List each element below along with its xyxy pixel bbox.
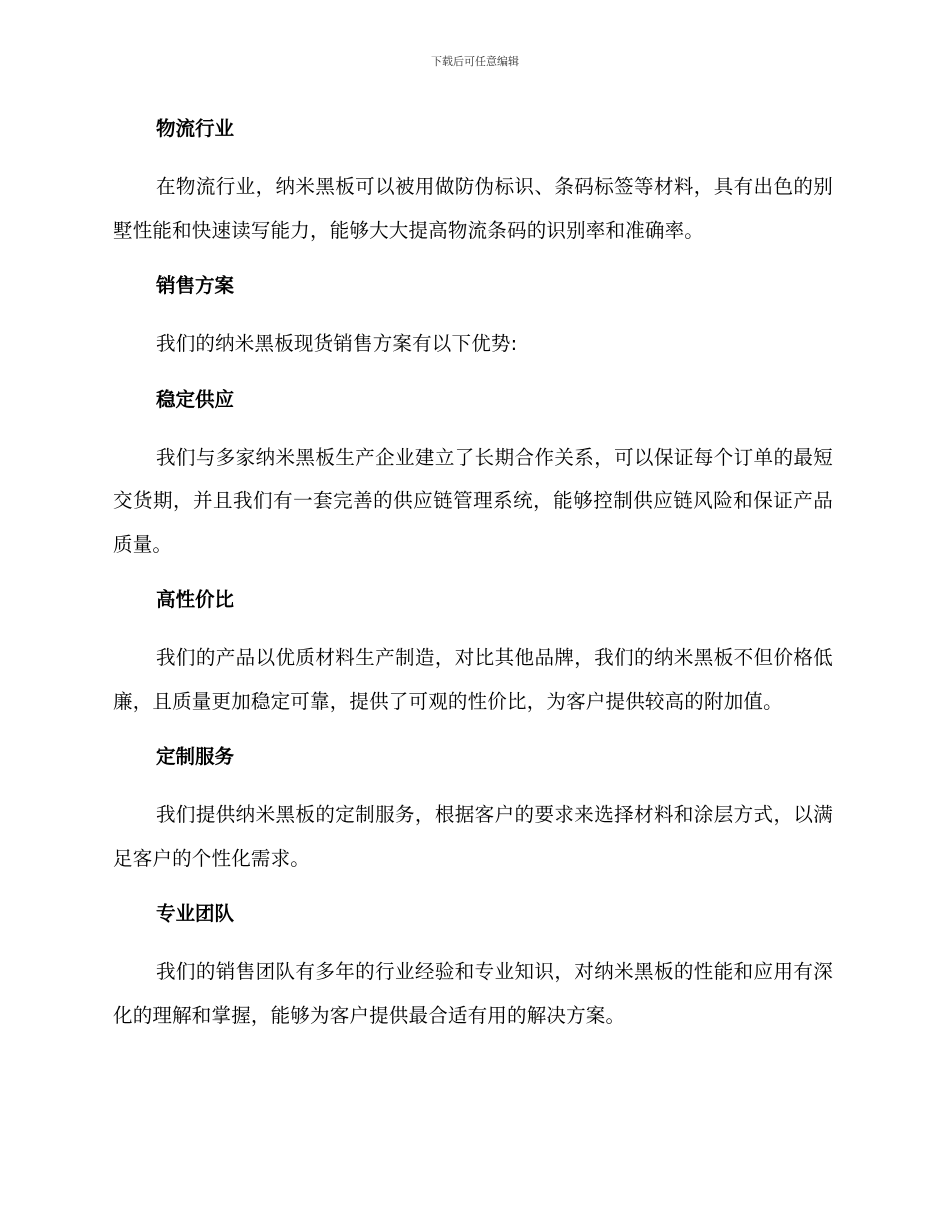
section-paragraph-cost-performance: 我们的产品以优质材料生产制造，对比其他品牌，我们的纳米黑板不但价格低廉，且质量更加稳定可靠，提供了可观的性价比，为客户提供较高的附加值。 bbox=[113, 646, 833, 713]
document-body bbox=[113, 112, 833, 1037]
header-note: 下载后可任意编辑 bbox=[431, 55, 519, 68]
section-heading-logistics: 物流行业 bbox=[156, 117, 235, 140]
section-paragraph-sales-plan: 我们的纳米黑板现货销售方案有以下优势: bbox=[156, 332, 518, 355]
section-paragraph-professional-team: 我们的销售团队有多年的行业经验和专业知识，对纳米黑板的性能和应用有深化的理解和掌握，能够为客户提供最合适有用的解决方案。 bbox=[113, 960, 833, 1027]
section-paragraph-logistics: 在物流行业，纳米黑板可以被用做防伪标识、条码标签等材料，具有出色的别墅性能和快速读写能力，能够大大提高物流条码的识别率和准确率。 bbox=[113, 175, 833, 242]
section-heading-custom-service: 定制服务 bbox=[156, 745, 235, 768]
section-heading-sales-plan: 销售方案 bbox=[156, 274, 235, 297]
section-heading-professional-team: 专业团队 bbox=[156, 902, 235, 925]
section-paragraph-custom-service: 我们提供纳米黑板的定制服务，根据客户的要求来选择材料和涂层方式，以满足客户的个性化需求。 bbox=[113, 803, 833, 870]
section-paragraph-stable-supply: 我们与多家纳米黑板生产企业建立了长期合作关系，可以保证每个订单的最短交货期，并且我们有一套完善的供应链管理系统，能够控制供应链风险和保证产品质量。 bbox=[113, 445, 833, 556]
section-heading-cost-performance: 高性价比 bbox=[156, 588, 235, 611]
section-heading-stable-supply: 稳定供应 bbox=[156, 387, 235, 411]
